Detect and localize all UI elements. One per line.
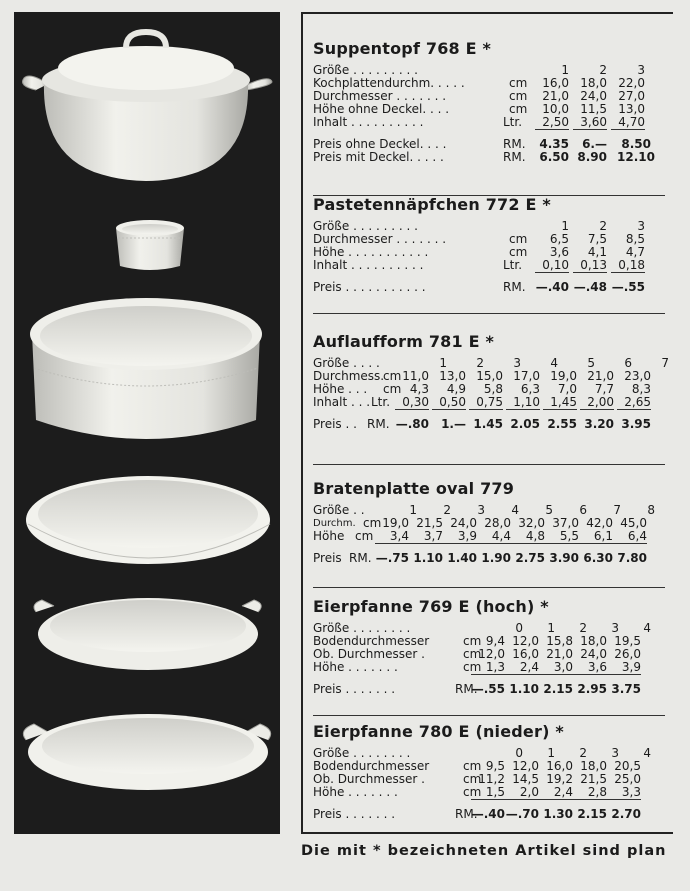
row-unit: cm bbox=[509, 245, 528, 259]
row-unit: RM. bbox=[367, 417, 390, 431]
spec-row bbox=[313, 259, 665, 272]
row-unit: cm bbox=[463, 772, 482, 786]
size-value: 5 bbox=[587, 356, 595, 370]
cell-value: 3,3 bbox=[607, 786, 641, 800]
row-unit: cm bbox=[463, 759, 482, 773]
cell-value: 1,10 bbox=[506, 396, 540, 410]
cell-value: 16,0 bbox=[542, 76, 569, 90]
cell-value: 13,0 bbox=[439, 369, 466, 383]
cell-value: 14,5 bbox=[512, 772, 539, 786]
size-value: 1 bbox=[547, 746, 555, 760]
price-value: 3.90 bbox=[549, 551, 579, 565]
size-value: 3 bbox=[477, 503, 485, 517]
size-label: Größe . . . . . . . . . bbox=[313, 63, 418, 77]
row-label: Ob. Durchmesser . bbox=[313, 647, 425, 661]
price-value: 1.40 bbox=[447, 551, 477, 565]
row-label: Preis bbox=[313, 551, 342, 565]
price-value: 2.15 bbox=[577, 807, 607, 821]
price-value: —.55 bbox=[471, 682, 505, 696]
row-unit: cm bbox=[509, 232, 528, 246]
size-value: 7 bbox=[613, 503, 621, 517]
cell-value: 7,5 bbox=[587, 232, 607, 246]
size-value: 1 bbox=[561, 219, 569, 233]
row-unit: cm bbox=[463, 785, 482, 799]
cell-value: 11,0 bbox=[402, 369, 429, 383]
price-list bbox=[301, 12, 673, 834]
section-title: Bratenplatte oval 779 bbox=[313, 479, 515, 498]
section-title: Pastetennäpfchen 772 E * bbox=[313, 195, 551, 214]
size-value: 1 bbox=[547, 621, 555, 635]
cell-value: 19,0 bbox=[382, 516, 409, 530]
price-row bbox=[313, 281, 665, 294]
row-label: Bodendurchmesser bbox=[313, 634, 430, 648]
price-row bbox=[313, 418, 665, 431]
size-value: 0 bbox=[515, 621, 523, 635]
section-suppentopf bbox=[313, 39, 665, 164]
cell-value: 15,0 bbox=[476, 369, 503, 383]
cell-value: 6,1 bbox=[579, 530, 613, 544]
cell-value: 6,3 bbox=[520, 382, 540, 396]
row-label: Durchmesser . . . . . . . bbox=[313, 232, 447, 246]
section-title: Auflaufform 781 E * bbox=[313, 332, 495, 351]
cell-value: 4,8 bbox=[511, 530, 545, 544]
size-value: 1 bbox=[409, 503, 417, 517]
price-value: —.80 bbox=[395, 417, 429, 431]
cell-value: 18,0 bbox=[580, 759, 607, 773]
cell-value: 19,0 bbox=[550, 369, 577, 383]
oval-platter-image bbox=[26, 476, 270, 564]
row-label: Bodendurchmesser bbox=[313, 759, 430, 773]
size-value: 2 bbox=[476, 356, 484, 370]
size-value: 1 bbox=[561, 63, 569, 77]
price-value: 2.70 bbox=[611, 807, 641, 821]
size-value: 4 bbox=[643, 746, 651, 760]
cell-value: 3,4 bbox=[375, 530, 409, 544]
size-value: 4 bbox=[643, 621, 651, 635]
row-label: Preis . . bbox=[313, 417, 357, 431]
row-label: Höhe bbox=[313, 529, 345, 543]
price-value: 6.— bbox=[582, 137, 607, 151]
cell-value: 12,0 bbox=[512, 759, 539, 773]
cell-value: 1,45 bbox=[543, 396, 577, 410]
cell-value: 15,8 bbox=[546, 634, 573, 648]
spec-row bbox=[313, 661, 665, 674]
row-label: Inhalt . . . bbox=[313, 395, 371, 409]
cell-value: 0,50 bbox=[432, 396, 466, 410]
row-label: Ob. Durchmesser . bbox=[313, 772, 425, 786]
cell-value: 16,0 bbox=[546, 759, 573, 773]
cell-value: 21,5 bbox=[580, 772, 607, 786]
row-label: Höhe . . . . . . . . . . . bbox=[313, 245, 429, 259]
size-label: Größe . . . . . . . . bbox=[313, 746, 411, 760]
size-value: 3 bbox=[637, 219, 645, 233]
row-unit: cm bbox=[383, 382, 402, 396]
souffle-dish-image bbox=[30, 298, 262, 439]
size-value: 7 bbox=[661, 356, 669, 370]
section-bratenplatte bbox=[313, 479, 665, 565]
price-value: —.55 bbox=[611, 280, 645, 294]
row-label: Preis . . . . . . . bbox=[313, 682, 396, 696]
cell-value: 45,0 bbox=[620, 516, 647, 530]
price-value: 1.10 bbox=[413, 551, 443, 565]
size-value: 3 bbox=[611, 621, 619, 635]
cell-value: 25,0 bbox=[614, 772, 641, 786]
size-label: Größe . . bbox=[313, 503, 365, 517]
cell-value: 22,0 bbox=[618, 76, 645, 90]
price-value: 1.45 bbox=[473, 417, 503, 431]
row-unit: Ltr. bbox=[503, 115, 523, 129]
cell-value: 24,0 bbox=[450, 516, 477, 530]
price-value: 6.50 bbox=[539, 150, 569, 164]
row-unit: RM. bbox=[349, 551, 372, 565]
price-value: 2.95 bbox=[577, 682, 607, 696]
price-value: —.70 bbox=[505, 807, 539, 821]
cell-value: 21,5 bbox=[416, 516, 443, 530]
cell-value: 12,0 bbox=[478, 647, 505, 661]
row-unit: cm bbox=[463, 647, 482, 661]
price-row bbox=[313, 683, 665, 696]
footer-note: Die mit * bezeichneten Artikel sind plan bbox=[301, 843, 667, 859]
cell-value: 21,0 bbox=[587, 369, 614, 383]
row-label: Höhe . . . . . . . bbox=[313, 660, 398, 674]
cell-value: 10,0 bbox=[542, 102, 569, 116]
section-divider bbox=[313, 313, 665, 314]
price-row bbox=[313, 808, 665, 821]
price-row bbox=[313, 552, 665, 565]
section-title: Eierpfanne 769 E (hoch) * bbox=[313, 597, 549, 616]
product-photo-panel bbox=[14, 12, 280, 834]
cell-value: 24,0 bbox=[580, 89, 607, 103]
cell-value: 32,0 bbox=[518, 516, 545, 530]
cell-value: 6,5 bbox=[549, 232, 569, 246]
size-value: 0 bbox=[515, 746, 523, 760]
cell-value: 17,0 bbox=[513, 369, 540, 383]
size-label: Größe . . . . bbox=[313, 356, 380, 370]
cell-value: 3,0 bbox=[539, 661, 573, 675]
row-label: Höhe ohne Deckel. . . . bbox=[313, 102, 450, 116]
cell-value: 8,5 bbox=[625, 232, 645, 246]
cell-value: 42,0 bbox=[586, 516, 613, 530]
ramekin-image bbox=[116, 220, 184, 270]
cell-value: 2,00 bbox=[580, 396, 614, 410]
row-unit: cm bbox=[363, 516, 382, 530]
cell-value: 3,9 bbox=[607, 661, 641, 675]
cell-value: 18,0 bbox=[580, 634, 607, 648]
section-pastetennaepfchen bbox=[313, 195, 665, 294]
row-label: Kochplattendurchm. . . . . bbox=[313, 76, 465, 90]
price-value: 6.30 bbox=[583, 551, 613, 565]
cell-value: 3,6 bbox=[573, 661, 607, 675]
cell-value: 23,0 bbox=[624, 369, 651, 383]
section-divider bbox=[313, 464, 665, 465]
cell-value: 2,4 bbox=[505, 661, 539, 675]
price-value: 12.10 bbox=[617, 150, 655, 164]
size-value: 4 bbox=[511, 503, 519, 517]
cell-value: 2,50 bbox=[535, 116, 569, 130]
cell-value: 2,8 bbox=[573, 786, 607, 800]
price-value: 1.— bbox=[441, 417, 466, 431]
cell-value: 1,3 bbox=[471, 661, 505, 675]
cell-value: 4,70 bbox=[611, 116, 645, 130]
size-value: 2 bbox=[599, 63, 607, 77]
row-unit: cm bbox=[355, 529, 374, 543]
row-label: Höhe . . . . . . . bbox=[313, 785, 398, 799]
cell-value: 4,7 bbox=[625, 245, 645, 259]
section-auflaufform bbox=[313, 332, 669, 431]
row-unit: RM. bbox=[455, 807, 478, 821]
cell-value: 9,4 bbox=[485, 634, 505, 648]
section-eierpfanne-780 bbox=[313, 722, 665, 821]
cell-value: 19,2 bbox=[546, 772, 573, 786]
cell-value: 37,0 bbox=[552, 516, 579, 530]
cell-value: 2,0 bbox=[505, 786, 539, 800]
row-unit: Ltr. bbox=[503, 258, 523, 272]
cell-value: 20,5 bbox=[614, 759, 641, 773]
row-unit: cm bbox=[509, 102, 528, 116]
cell-value: 7,7 bbox=[594, 382, 614, 396]
porcelain-illustration bbox=[14, 12, 280, 834]
spec-row bbox=[313, 116, 665, 129]
cell-value: 0,13 bbox=[573, 259, 607, 273]
cell-value: 13,0 bbox=[618, 102, 645, 116]
row-unit: cm bbox=[463, 634, 482, 648]
size-value: 2 bbox=[579, 746, 587, 760]
cell-value: 5,8 bbox=[483, 382, 503, 396]
row-label: Preis ohne Deckel. . . . bbox=[313, 137, 447, 151]
row-label: Durchm. bbox=[313, 518, 356, 529]
price-value: 2.55 bbox=[547, 417, 577, 431]
size-value: 3 bbox=[637, 63, 645, 77]
section-eierpfanne-769 bbox=[313, 597, 665, 696]
row-unit: RM. bbox=[455, 682, 478, 696]
size-value: 4 bbox=[550, 356, 558, 370]
price-value: —.75 bbox=[375, 551, 409, 565]
cell-value: 0,10 bbox=[535, 259, 569, 273]
size-value: 3 bbox=[611, 746, 619, 760]
row-label: Inhalt . . . . . . . . . . bbox=[313, 115, 424, 129]
cell-value: 6,4 bbox=[613, 530, 647, 544]
cell-value: 0,75 bbox=[469, 396, 503, 410]
row-label: Preis . . . . . . . . . . . bbox=[313, 280, 426, 294]
spec-row bbox=[313, 396, 665, 409]
cell-value: 9,5 bbox=[485, 759, 505, 773]
size-value: 3 bbox=[513, 356, 521, 370]
row-unit: cm bbox=[463, 660, 482, 674]
price-row bbox=[313, 151, 665, 164]
cell-value: 1,5 bbox=[471, 786, 505, 800]
row-label: Höhe . . . bbox=[313, 382, 368, 396]
cell-value: 7,0 bbox=[557, 382, 577, 396]
size-label: Größe . . . . . . . . . bbox=[313, 219, 418, 233]
cell-value: 12,0 bbox=[512, 634, 539, 648]
price-value: —.40 bbox=[535, 280, 569, 294]
price-value: 8.50 bbox=[621, 137, 651, 151]
size-value: 1 bbox=[439, 356, 447, 370]
cell-value: 27,0 bbox=[618, 89, 645, 103]
size-value: 2 bbox=[599, 219, 607, 233]
spec-row bbox=[313, 530, 665, 543]
cell-value: 3,6 bbox=[549, 245, 569, 259]
cell-value: 5,5 bbox=[545, 530, 579, 544]
price-value: —.48 bbox=[573, 280, 607, 294]
row-unit: Ltr. bbox=[371, 395, 391, 409]
row-unit: RM. bbox=[503, 280, 526, 294]
section-title: Eierpfanne 780 E (nieder) * bbox=[313, 722, 564, 741]
soup-tureen-image bbox=[23, 32, 273, 181]
price-value: 4.35 bbox=[539, 137, 569, 151]
price-value: 2.75 bbox=[515, 551, 545, 565]
cell-value: 8,3 bbox=[631, 382, 651, 396]
price-value: 1.10 bbox=[509, 682, 539, 696]
row-label: Inhalt . . . . . . . . . . bbox=[313, 258, 424, 272]
row-label: Durchmess. bbox=[313, 369, 385, 383]
cell-value: 4,1 bbox=[587, 245, 607, 259]
cell-value: 3,7 bbox=[409, 530, 443, 544]
cell-value: 28,0 bbox=[484, 516, 511, 530]
cell-value: 0,18 bbox=[611, 259, 645, 273]
cell-value: 21,0 bbox=[542, 89, 569, 103]
row-label: Preis mit Deckel. . . . . bbox=[313, 150, 444, 164]
cell-value: 16,0 bbox=[512, 647, 539, 661]
row-label: Preis . . . . . . . bbox=[313, 807, 396, 821]
cell-value: 2,65 bbox=[617, 396, 651, 410]
cell-value: 4,3 bbox=[409, 382, 429, 396]
size-value: 2 bbox=[579, 621, 587, 635]
cell-value: 2,4 bbox=[539, 786, 573, 800]
row-unit: RM. bbox=[503, 150, 526, 164]
cell-value: 0,30 bbox=[395, 396, 429, 410]
price-value: 3.95 bbox=[621, 417, 651, 431]
cell-value: 21,0 bbox=[546, 647, 573, 661]
section-title: Suppentopf 768 E * bbox=[313, 39, 492, 58]
price-value: 1.30 bbox=[543, 807, 573, 821]
spec-row bbox=[313, 786, 665, 799]
cell-value: 24,0 bbox=[580, 647, 607, 661]
row-unit: cm bbox=[383, 369, 402, 383]
size-label: Größe . . . . . . . . bbox=[313, 621, 411, 635]
price-value: 7.80 bbox=[617, 551, 647, 565]
section-divider bbox=[313, 587, 665, 588]
egg-dish-high-image bbox=[34, 598, 261, 670]
price-value: —.40 bbox=[471, 807, 505, 821]
price-value: 1.90 bbox=[481, 551, 511, 565]
size-value: 8 bbox=[647, 503, 655, 517]
price-value: 2.05 bbox=[510, 417, 540, 431]
price-value: 3.20 bbox=[584, 417, 614, 431]
cell-value: 11,2 bbox=[478, 772, 505, 786]
row-unit: RM. bbox=[503, 137, 526, 151]
cell-value: 4,9 bbox=[446, 382, 466, 396]
cell-value: 3,9 bbox=[443, 530, 477, 544]
size-value: 2 bbox=[443, 503, 451, 517]
cell-value: 18,0 bbox=[580, 76, 607, 90]
size-value: 5 bbox=[545, 503, 553, 517]
row-unit: cm bbox=[509, 76, 528, 90]
section-divider bbox=[313, 715, 665, 716]
row-label: Durchmesser . . . . . . . bbox=[313, 89, 447, 103]
price-value: 3.75 bbox=[611, 682, 641, 696]
cell-value: 19,5 bbox=[614, 634, 641, 648]
price-value: 2.15 bbox=[543, 682, 573, 696]
size-value: 6 bbox=[624, 356, 632, 370]
row-unit: cm bbox=[509, 89, 528, 103]
cell-value: 26,0 bbox=[614, 647, 641, 661]
cell-value: 3,60 bbox=[573, 116, 607, 130]
size-value: 6 bbox=[579, 503, 587, 517]
egg-dish-low-image bbox=[23, 714, 270, 790]
price-value: 8.90 bbox=[577, 150, 607, 164]
cell-value: 11,5 bbox=[580, 102, 607, 116]
cell-value: 4,4 bbox=[477, 530, 511, 544]
